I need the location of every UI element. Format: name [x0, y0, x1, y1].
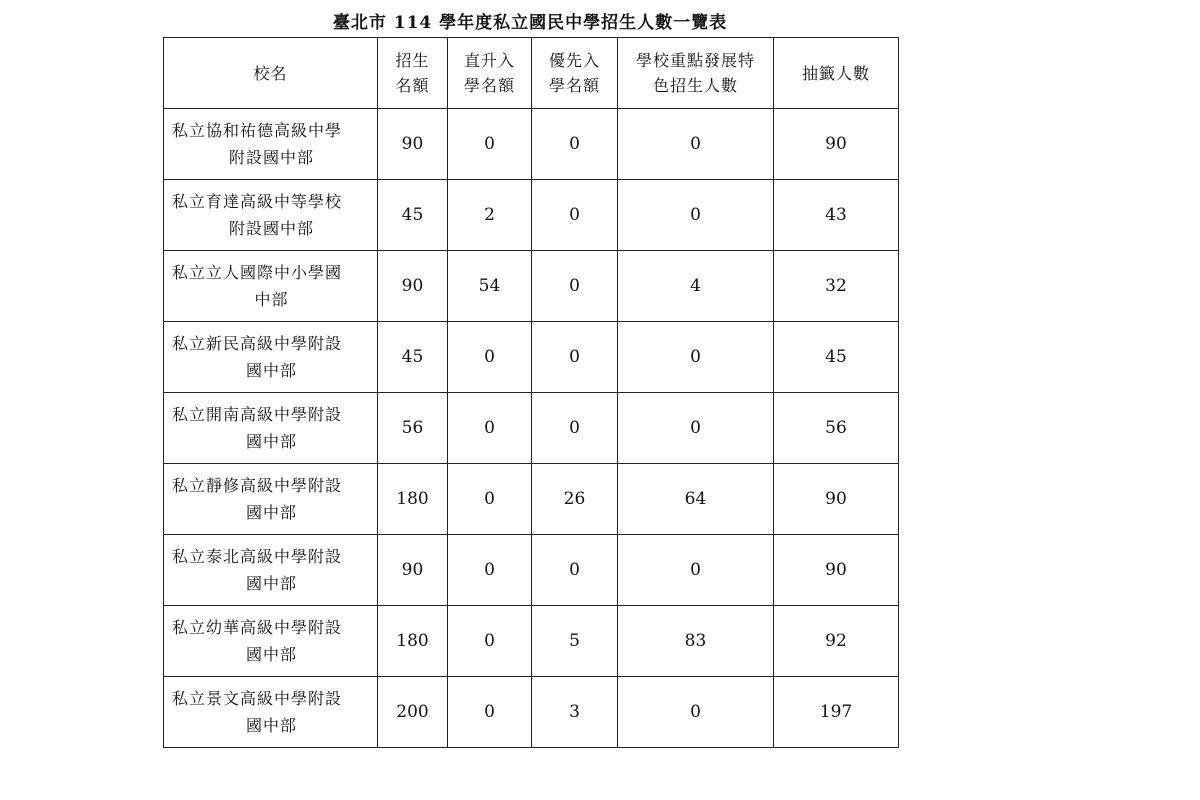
special-cell: 0: [618, 109, 774, 180]
priority-cell: 0: [532, 322, 618, 393]
school-name-line1: 私立育達高級中等學校: [172, 192, 343, 211]
table-row: [164, 393, 899, 464]
priority-cell: 0: [532, 180, 618, 251]
lottery-cell: 197: [774, 677, 899, 748]
header-school: 校名: [164, 38, 378, 109]
school-name-line2: 國中部: [245, 361, 297, 380]
direct-cell: 54: [448, 251, 532, 322]
school-name-line2: 國中部: [245, 645, 297, 664]
priority-cell: 0: [532, 393, 618, 464]
table-row: [164, 464, 899, 535]
table-row: [164, 251, 899, 322]
header-special-line2: 色招生人數: [652, 76, 738, 95]
quota-cell: 200: [378, 677, 448, 748]
school-name-line2: 附設國中部: [228, 148, 314, 167]
school-name-line1: 私立開南高級中學附設: [172, 405, 343, 424]
priority-cell: 3: [532, 677, 618, 748]
school-name-line2: 中部: [254, 290, 289, 309]
school-name-line1: 私立幼華高級中學附設: [172, 618, 343, 637]
table-row: [164, 109, 899, 180]
direct-cell: 0: [448, 393, 532, 464]
school-name-cell: [164, 535, 378, 606]
special-cell: 0: [618, 322, 774, 393]
school-name-cell: [164, 251, 378, 322]
school-name-cell: [164, 322, 378, 393]
school-name-cell: [164, 180, 378, 251]
header-direct-line2: 學名額: [463, 76, 515, 95]
header-direct: [448, 38, 532, 109]
quota-cell: 90: [378, 535, 448, 606]
quota-cell: 45: [378, 180, 448, 251]
special-cell: 0: [618, 180, 774, 251]
school-name-line1: 私立協和祐德高級中學: [172, 121, 343, 140]
school-name-line2: 國中部: [245, 432, 297, 451]
priority-cell: 0: [532, 251, 618, 322]
special-cell: 83: [618, 606, 774, 677]
table-row: [164, 606, 899, 677]
priority-cell: 26: [532, 464, 618, 535]
quota-cell: 180: [378, 464, 448, 535]
header-direct-line1: 直升入: [463, 51, 515, 70]
header-row: [164, 38, 899, 109]
priority-cell: 5: [532, 606, 618, 677]
lottery-cell: 90: [774, 464, 899, 535]
school-name-line1: 私立靜修高級中學附設: [172, 476, 343, 495]
priority-cell: 0: [532, 535, 618, 606]
direct-cell: 0: [448, 606, 532, 677]
quota-cell: 90: [378, 109, 448, 180]
lottery-cell: 56: [774, 393, 899, 464]
school-name-line2: 附設國中部: [228, 219, 314, 238]
quota-cell: 90: [378, 251, 448, 322]
header-special: [618, 38, 774, 109]
header-priority: [532, 38, 618, 109]
special-cell: 0: [618, 677, 774, 748]
school-name-line1: 私立景文高級中學附設: [172, 689, 343, 708]
direct-cell: 0: [448, 535, 532, 606]
quota-cell: 56: [378, 393, 448, 464]
quota-cell: 45: [378, 322, 448, 393]
school-name-cell: [164, 464, 378, 535]
direct-cell: 2: [448, 180, 532, 251]
school-name-cell: [164, 109, 378, 180]
quota-cell: 180: [378, 606, 448, 677]
special-cell: 64: [618, 464, 774, 535]
header-lottery: 抽籤人數: [774, 38, 899, 109]
table-row: [164, 322, 899, 393]
direct-cell: 0: [448, 464, 532, 535]
school-name-cell: [164, 393, 378, 464]
direct-cell: 0: [448, 322, 532, 393]
school-name-line2: 國中部: [245, 716, 297, 735]
special-cell: 0: [618, 393, 774, 464]
special-cell: 4: [618, 251, 774, 322]
header-special-line1: 學校重點發展特: [635, 51, 755, 70]
school-name-line2: 國中部: [245, 503, 297, 522]
lottery-cell: 45: [774, 322, 899, 393]
school-name-line1: 私立泰北高級中學附設: [172, 547, 343, 566]
school-name-line1: 私立新民高級中學附設: [172, 334, 343, 353]
header-quota-line1: 招生: [395, 51, 430, 70]
lottery-cell: 43: [774, 180, 899, 251]
table-row: [164, 677, 899, 748]
priority-cell: 0: [532, 109, 618, 180]
lottery-cell: 32: [774, 251, 899, 322]
school-name-cell: [164, 606, 378, 677]
school-name-line2: 國中部: [245, 574, 297, 593]
table-row: [164, 180, 899, 251]
header-quota-line2: 名額: [395, 76, 430, 95]
lottery-cell: 90: [774, 535, 899, 606]
lottery-cell: 92: [774, 606, 899, 677]
document-title: 臺北市 114 學年度私立國民中學招生人數一覽表: [332, 13, 728, 33]
special-cell: 0: [618, 535, 774, 606]
header-priority-line1: 優先入: [548, 51, 600, 70]
table-row: [164, 535, 899, 606]
header-quota: [378, 38, 448, 109]
direct-cell: 0: [448, 109, 532, 180]
lottery-cell: 90: [774, 109, 899, 180]
enrollment-table: [163, 37, 899, 748]
direct-cell: 0: [448, 677, 532, 748]
header-priority-line2: 學名額: [548, 76, 600, 95]
school-name-cell: [164, 677, 378, 748]
school-name-line1: 私立立人國際中小學國: [172, 263, 343, 282]
